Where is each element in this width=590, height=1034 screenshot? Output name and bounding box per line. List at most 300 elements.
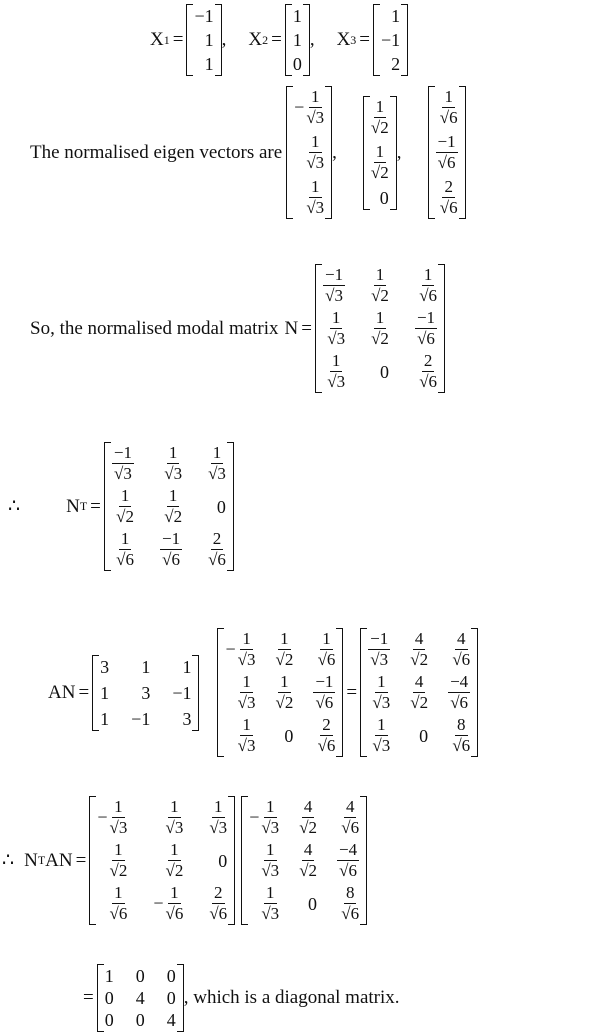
fraction <box>372 673 390 712</box>
fraction-numerator: −1 <box>113 443 132 462</box>
fraction-numerator: 4 <box>414 672 424 691</box>
fraction-numerator: 1 <box>280 629 289 648</box>
fraction-entry <box>368 630 390 669</box>
fraction-denominator: √3 <box>209 818 228 837</box>
therefore-symbol: ∴ <box>2 850 15 871</box>
fraction-entry <box>299 841 317 880</box>
fraction <box>419 266 437 305</box>
fraction-denominator: √6 <box>439 198 458 217</box>
matrix-entry: −1 <box>381 30 401 50</box>
fraction-numerator: 1 <box>212 443 222 462</box>
matrix-entry: 0 <box>216 496 226 517</box>
equals-sign: = <box>172 29 184 50</box>
fraction <box>371 98 389 137</box>
comma: , <box>332 141 337 163</box>
fraction <box>415 309 437 348</box>
fraction <box>306 133 324 172</box>
fraction <box>341 884 359 923</box>
matrix-entry: 3 <box>100 656 110 677</box>
fraction-denominator: √3 <box>327 372 346 391</box>
fraction-denominator: √3 <box>237 736 256 755</box>
fraction <box>327 352 345 391</box>
fraction-numerator: −1 <box>370 629 389 648</box>
equals-sign: = <box>78 681 90 703</box>
fraction-entry <box>294 88 324 127</box>
fraction <box>116 487 134 526</box>
fraction-entry <box>440 88 458 127</box>
x1-vector <box>186 4 221 76</box>
fraction-denominator: √2 <box>371 286 389 305</box>
matrix-entry: 0 <box>292 54 302 74</box>
fraction-numerator: 1 <box>170 883 179 902</box>
fraction-sign: − <box>153 893 164 913</box>
fraction-denominator: √2 <box>370 117 389 137</box>
an-line <box>48 628 478 757</box>
fraction-numerator: −4 <box>339 840 358 859</box>
fraction-numerator: 1 <box>242 629 251 648</box>
fraction-numerator: −4 <box>450 672 469 691</box>
fraction-denominator: √6 <box>208 550 226 569</box>
fraction <box>110 884 128 923</box>
comma: , <box>309 29 315 50</box>
modal-matrix <box>315 264 445 393</box>
fraction <box>110 798 128 837</box>
fraction-denominator: √3 <box>164 464 183 483</box>
fraction-denominator: √6 <box>341 818 360 837</box>
fraction-denominator: √6 <box>419 286 438 305</box>
fraction <box>371 266 389 305</box>
fraction-denominator: √3 <box>208 464 226 483</box>
fraction-entry <box>452 716 470 755</box>
fraction-entry <box>341 798 359 837</box>
fraction-entry <box>208 444 226 483</box>
fraction <box>209 884 227 923</box>
fraction <box>318 630 336 669</box>
fraction-denominator: √3 <box>237 693 256 712</box>
ntan-symbol: N <box>24 849 38 871</box>
fraction-entry <box>166 841 184 880</box>
fraction-numerator: 1 <box>423 265 433 284</box>
fraction-entry <box>306 178 324 217</box>
fraction-entry <box>318 716 336 755</box>
fraction-denominator: √6 <box>165 904 184 923</box>
fraction-entry <box>209 798 227 837</box>
fraction-numerator: 4 <box>414 629 424 648</box>
fraction-numerator: 1 <box>242 672 251 691</box>
fraction-entry <box>327 352 345 391</box>
fraction-denominator: √6 <box>341 904 360 923</box>
matrix-entry: 0 <box>104 988 114 1008</box>
comma: , <box>221 29 227 50</box>
diagonal-matrix <box>97 964 184 1032</box>
eigen-vectors-line <box>150 4 408 76</box>
fraction-denominator: √6 <box>450 693 469 712</box>
matrix-entry: 0 <box>135 966 145 986</box>
transpose-line <box>8 442 234 571</box>
n-matrix <box>217 628 343 757</box>
fraction <box>371 143 389 182</box>
fraction-numerator: 8 <box>457 715 466 734</box>
x2-index: 2 <box>262 32 269 47</box>
fraction-entry <box>164 487 182 526</box>
x3-label: X <box>336 29 351 50</box>
fraction-denominator: √6 <box>317 650 336 669</box>
fraction-numerator: 1 <box>444 87 453 106</box>
fraction <box>261 798 279 837</box>
fraction-numerator: 1 <box>170 797 179 816</box>
fraction-numerator: 1 <box>120 529 130 548</box>
fraction-denominator: √2 <box>370 162 389 182</box>
fraction-denominator: √2 <box>299 861 318 880</box>
fraction-denominator: √3 <box>109 818 128 837</box>
fraction-numerator: 2 <box>423 351 433 370</box>
fraction-sign: − <box>249 807 260 827</box>
fraction-numerator: 1 <box>377 715 386 734</box>
fraction-numerator: 1 <box>280 672 289 691</box>
fraction-entry <box>371 98 389 137</box>
equals-sign: = <box>75 849 87 871</box>
matrix-entry: 4 <box>166 1010 176 1030</box>
normalised-vectors-line <box>30 86 466 219</box>
matrix-entry: 0 <box>135 1010 145 1030</box>
fraction-denominator: √3 <box>237 650 256 669</box>
modal-symbol: N <box>284 317 299 339</box>
fraction-numerator: −1 <box>161 529 181 548</box>
fraction-entry <box>327 309 345 348</box>
fraction-numerator: 1 <box>114 797 123 816</box>
fraction-denominator: √6 <box>317 736 336 755</box>
fraction-denominator: √2 <box>410 693 429 712</box>
fraction-numerator: 1 <box>375 96 385 116</box>
matrix-entry: 0 <box>308 893 318 914</box>
fraction-sign: − <box>294 97 305 117</box>
fraction-denominator: √6 <box>339 861 357 880</box>
fraction <box>160 530 182 569</box>
fraction <box>261 841 279 880</box>
matrix-entry: 3 <box>141 682 151 703</box>
fraction-entry <box>440 178 458 217</box>
fraction <box>306 88 324 127</box>
fraction-denominator: √3 <box>372 736 391 755</box>
fraction-denominator: √2 <box>275 693 294 712</box>
fraction-denominator: √6 <box>417 329 435 348</box>
x2-label: X <box>248 29 263 50</box>
equals-sign: = <box>346 681 358 703</box>
fraction <box>275 630 293 669</box>
fraction-entry <box>371 143 389 182</box>
fraction-numerator: 1 <box>168 486 178 505</box>
fraction-denominator: √2 <box>371 329 389 348</box>
fraction <box>166 884 184 923</box>
fraction-denominator: √3 <box>325 286 343 305</box>
fraction-entry <box>306 133 324 172</box>
ntan-sup: T <box>37 853 46 867</box>
fraction-denominator: √3 <box>261 861 280 880</box>
fraction <box>440 88 458 127</box>
ntan-suffix: AN <box>45 849 73 871</box>
fraction-numerator: −1 <box>416 308 436 327</box>
fraction <box>209 798 227 837</box>
fraction <box>110 841 128 880</box>
fraction-numerator: 1 <box>170 840 179 859</box>
matrix-entry: 1 <box>104 966 114 986</box>
fraction <box>166 841 184 880</box>
fraction-denominator: √2 <box>109 861 128 880</box>
fraction-numerator: 4 <box>303 840 313 859</box>
fraction-entry <box>318 630 336 669</box>
fraction <box>313 673 335 712</box>
an-symbol: AN <box>48 681 76 703</box>
fraction-numerator: 4 <box>303 797 313 816</box>
fraction <box>440 178 458 217</box>
fraction-entry <box>371 266 389 305</box>
fraction-entry <box>116 530 134 569</box>
a-matrix <box>92 655 199 731</box>
fraction-denominator: √3 <box>306 153 325 172</box>
modal-text: So, the normalised modal matrix <box>30 317 279 339</box>
matrix-entry: 0 <box>284 725 294 746</box>
fraction-denominator: √6 <box>439 108 458 127</box>
fraction-entry <box>415 309 437 348</box>
fraction <box>164 487 182 526</box>
fraction-entry <box>153 884 183 923</box>
fraction-entry <box>166 798 184 837</box>
matrix-entry: 0 <box>104 1010 114 1030</box>
fraction-denominator: √6 <box>452 650 471 669</box>
fraction-denominator: √6 <box>315 693 334 712</box>
fraction-entry <box>225 630 255 669</box>
fraction-entry <box>313 673 335 712</box>
fraction-numerator: 1 <box>168 443 178 462</box>
matrix-entry: 1 <box>204 54 214 74</box>
fraction <box>238 673 256 712</box>
transpose-sup: T <box>79 499 88 513</box>
transpose-symbol: N <box>66 495 80 517</box>
fraction <box>238 630 256 669</box>
normalised-vector-1 <box>286 86 332 219</box>
fraction <box>323 266 345 305</box>
equals-sign: = <box>301 317 312 339</box>
fraction-numerator: 1 <box>331 308 341 327</box>
normalised-vector-3 <box>428 86 466 219</box>
x1-index: 1 <box>163 32 170 47</box>
matrix-entry: 3 <box>182 708 192 729</box>
diagonal-line <box>80 964 400 1032</box>
fraction-numerator: 1 <box>120 486 130 505</box>
fraction-entry <box>299 798 317 837</box>
fraction-numerator: 2 <box>212 529 222 548</box>
fraction-entry <box>410 673 428 712</box>
fraction-denominator: √6 <box>437 153 456 172</box>
fraction-numerator: −1 <box>315 672 334 691</box>
fraction-denominator: √3 <box>327 329 346 348</box>
fraction-numerator: 1 <box>331 351 341 370</box>
fraction-sign: − <box>225 639 236 659</box>
fraction <box>371 309 389 348</box>
fraction-sign: − <box>97 807 108 827</box>
matrix-entry: 4 <box>135 988 145 1008</box>
fraction-denominator: √6 <box>452 736 471 755</box>
fraction-numerator: 1 <box>375 141 385 161</box>
equals-sign: = <box>271 29 282 50</box>
fraction-numerator: 2 <box>214 883 223 902</box>
fraction-entry <box>209 884 227 923</box>
ntan-line <box>2 796 367 925</box>
matrix-entry: −1 <box>194 6 214 26</box>
fraction-numerator: 1 <box>311 87 320 106</box>
diagonal-text: , which is a diagonal matrix. <box>183 987 400 1008</box>
fraction-denominator: √6 <box>116 550 134 569</box>
fraction <box>299 841 317 880</box>
fraction <box>238 716 256 755</box>
fraction-entry <box>97 798 127 837</box>
fraction-entry <box>419 266 437 305</box>
fraction-entry <box>371 309 389 348</box>
fraction <box>372 716 390 755</box>
fraction <box>452 630 470 669</box>
fraction-entry <box>238 673 256 712</box>
fraction-entry <box>323 266 345 305</box>
x3-index: 3 <box>350 32 357 47</box>
fraction-denominator: √6 <box>419 372 438 391</box>
fraction <box>112 444 134 483</box>
fraction-denominator: √2 <box>116 507 134 526</box>
fraction <box>436 133 458 172</box>
fraction-denominator: √2 <box>299 818 318 837</box>
fraction <box>419 352 437 391</box>
fraction <box>327 309 345 348</box>
fraction-entry <box>110 884 128 923</box>
fraction-entry <box>372 716 390 755</box>
fraction <box>318 716 336 755</box>
fraction-entry <box>110 841 128 880</box>
fraction-denominator: √3 <box>306 198 325 217</box>
nt-matrix <box>89 796 235 925</box>
fraction-denominator: √3 <box>261 904 280 923</box>
matrix-entry: 1 <box>100 682 110 703</box>
fraction <box>299 798 317 837</box>
matrix-entry: 1 <box>182 656 192 677</box>
an-matrix <box>241 796 367 925</box>
fraction-numerator: 1 <box>375 308 385 327</box>
matrix-entry: 2 <box>391 54 401 74</box>
fraction-numerator: 1 <box>311 132 320 151</box>
matrix-entry: −1 <box>172 682 192 703</box>
fraction-numerator: −1 <box>325 265 344 284</box>
fraction-entry <box>410 630 428 669</box>
matrix-entry: 1 <box>292 30 302 50</box>
fraction-denominator: √3 <box>370 650 389 669</box>
matrix-entry: −1 <box>131 708 151 729</box>
fraction-denominator: √3 <box>261 818 280 837</box>
fraction-entry <box>372 673 390 712</box>
normalised-text: The normalised eigen vectors are <box>30 141 283 163</box>
comma: , <box>396 141 402 163</box>
fraction <box>448 673 470 712</box>
fraction-entry <box>164 444 182 483</box>
fraction-numerator: −1 <box>437 132 456 151</box>
fraction-numerator: 4 <box>345 797 355 816</box>
fraction-numerator: 8 <box>345 883 355 902</box>
matrix-entry: 0 <box>379 187 389 208</box>
fraction-denominator: √3 <box>114 464 132 483</box>
x2-vector <box>285 4 310 76</box>
fraction-numerator: 1 <box>266 883 275 902</box>
fraction-entry <box>419 352 437 391</box>
fraction-denominator: √2 <box>165 861 184 880</box>
fraction-entry <box>436 133 458 172</box>
fraction-entry <box>275 673 293 712</box>
fraction-entry <box>261 841 279 880</box>
fraction-numerator: 1 <box>266 797 275 816</box>
fraction-entry <box>448 673 470 712</box>
fraction <box>208 444 226 483</box>
fraction <box>166 798 184 837</box>
fraction-numerator: 1 <box>242 715 251 734</box>
normalised-vector-2 <box>363 96 397 210</box>
matrix-entry: 1 <box>391 6 401 26</box>
fraction-entry <box>160 530 182 569</box>
fraction-denominator: √2 <box>410 650 429 669</box>
fraction-entry <box>275 630 293 669</box>
matrix-entry: 0 <box>379 361 389 382</box>
fraction <box>164 444 182 483</box>
fraction-entry <box>452 630 470 669</box>
matrix-entry: 0 <box>166 966 176 986</box>
fraction-numerator: 1 <box>114 883 123 902</box>
matrix-entry: 1 <box>292 6 302 26</box>
matrix-entry: 1 <box>100 708 110 729</box>
fraction-denominator: √3 <box>306 108 325 127</box>
equals-sign: = <box>90 495 101 517</box>
fraction-denominator: √2 <box>275 650 294 669</box>
matrix-entry: 1 <box>141 656 151 677</box>
fraction <box>368 630 390 669</box>
matrix-entry: 0 <box>218 850 228 871</box>
fraction-denominator: √3 <box>372 693 391 712</box>
fraction-entry <box>341 884 359 923</box>
equals-sign: = <box>83 987 94 1008</box>
fraction-numerator: 1 <box>311 177 320 196</box>
fraction <box>341 798 359 837</box>
fraction <box>410 673 428 712</box>
fraction <box>337 841 359 880</box>
fraction <box>410 630 428 669</box>
modal-matrix-line <box>30 264 445 393</box>
fraction <box>306 178 324 217</box>
fraction-numerator: 1 <box>322 629 331 648</box>
fraction-denominator: √6 <box>109 904 128 923</box>
fraction-entry <box>116 487 134 526</box>
fraction-denominator: √3 <box>165 818 184 837</box>
fraction-numerator: 4 <box>457 629 466 648</box>
fraction-numerator: 1 <box>266 840 275 859</box>
fraction <box>452 716 470 755</box>
fraction-entry <box>112 444 134 483</box>
matrix-entry: 0 <box>166 988 176 1008</box>
matrix-entry: 0 <box>419 725 429 746</box>
fraction-entry <box>208 530 226 569</box>
fraction-numerator: 2 <box>322 715 331 734</box>
fraction-denominator: √6 <box>209 904 228 923</box>
matrix-entry: 1 <box>204 30 214 50</box>
fraction-entry <box>261 884 279 923</box>
fraction <box>275 673 293 712</box>
x1-label: X <box>150 29 164 50</box>
x3-vector <box>373 4 408 76</box>
fraction-numerator: 1 <box>377 672 386 691</box>
an-result-matrix <box>360 628 478 757</box>
